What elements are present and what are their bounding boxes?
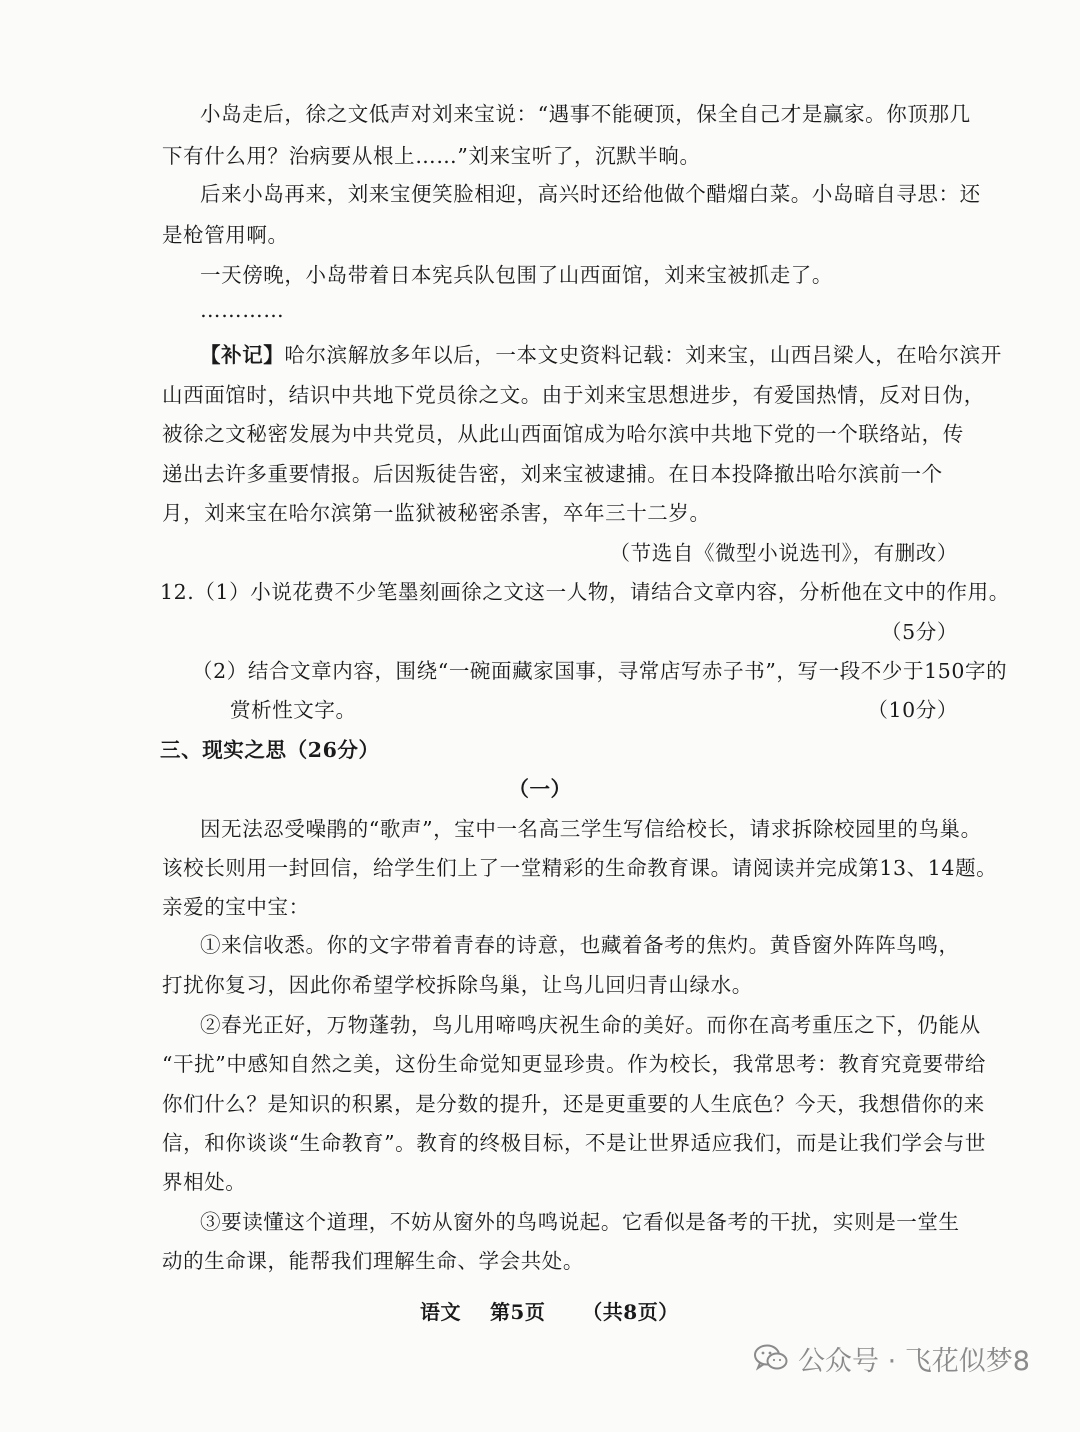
note-line: 山西面馆时，结识中共地下党员徐之文。由于刘来宝思想进步，有爱国热情，反对日伪，	[162, 383, 985, 407]
letter-line: ②春光正好，万物蓬勃，鸟儿用啼鸣庆祝生命的美好。而你在高考重压之下，仍能从	[200, 1013, 981, 1037]
watermark	[754, 1338, 1030, 1378]
story-line: 小岛走后，徐之文低声对刘来宝说：“遇事不能硬顶，保全自己才是赢家。你顶那几	[200, 102, 971, 126]
letter-line: “干扰”中感知自然之美，这份生命觉知更显珍贵。作为校长，我常思考：教育究竟要带给	[162, 1052, 986, 1076]
question-12-part1-score: （5分）	[881, 620, 958, 644]
footer-page-number: 第5页	[489, 1300, 546, 1324]
note-text: 哈尔滨解放多年以后，一本文史资料记载：刘来宝，山西吕梁人，在哈尔滨开	[284, 343, 1002, 367]
wechat-icon	[754, 1344, 788, 1372]
story-line: 一天傍晚，小岛带着日本宪兵队包围了山西面馆，刘来宝被抓走了。	[200, 263, 833, 287]
letter-line: 信，和你谈谈“生命教育”。教育的终极目标，不是让世界适应我们，而是让我们学会与世	[162, 1131, 986, 1155]
footer-total-pages: （共8页）	[582, 1300, 679, 1324]
source-citation: （节选自《微型小说选刊》，有删改）	[609, 541, 958, 565]
story-line: 后来小岛再来，刘来宝便笑脸相迎，高兴时还给他做个醋熘白菜。小岛暗自寻思：还	[200, 182, 981, 206]
letter-line: ③要读懂这个道理，不妨从窗外的鸟鸣说起。它看似是备考的干扰，实则是一堂生	[200, 1210, 960, 1234]
intro-line: 该校长则用一封回信，给学生们上了一堂精彩的生命教育课。请阅读并完成第13、14题。	[162, 856, 998, 880]
question-12-part2-score: （10分）	[867, 698, 958, 722]
letter-line: 界相处。	[162, 1170, 247, 1194]
footer-subject: 语文	[420, 1300, 461, 1324]
letter-line: 动的生命课，能帮我们理解生命、学会共处。	[162, 1249, 584, 1273]
letter-salutation: 亲爱的宝中宝：	[162, 895, 310, 919]
note-line: 月，刘来宝在哈尔滨第一监狱被秘密杀害，卒年三十二岁。	[162, 501, 711, 525]
intro-line: 因无法忍受噪鹃的“歌声”，宝中一名高三学生写信给校长，请求拆除校园里的鸟巢。	[200, 817, 982, 841]
letter-line: ①来信收悉。你的文字带着青春的诗意，也藏着备考的焦灼。黄昏窗外阵阵鸟鸣，	[200, 933, 960, 957]
story-line: 下有什么用？治病要从根上……”刘来宝听了，沉默半晌。	[162, 144, 701, 168]
letter-line: 你们什么？是知识的积累，是分数的提升，还是更重要的人生底色？今天，我想借你的来	[162, 1092, 985, 1116]
question-12-part2: 赏析性文字。	[230, 698, 357, 722]
question-12-part1: 12.（1）小说花费不少笔墨刻画徐之文这一人物，请结合文章内容，分析他在文中的作用。	[160, 580, 1010, 604]
story-line: 是枪管用啊。	[162, 223, 289, 247]
note-line	[200, 341, 1002, 369]
question-12-part2: （2）结合文章内容，围绕“一碗面藏家国事，寻常店写赤子书”，写一段不少于150字的	[192, 659, 1008, 683]
subsection-heading: （一）	[508, 777, 572, 801]
note-line: 被徐之文秘密发展为中共党员，从此山西面馆成为哈尔滨中共地下党的一个联络站，传	[162, 422, 964, 446]
watermark-text: 公众号 · 飞花似梦8	[798, 1345, 1030, 1377]
note-line: 递出去许多重要情报。后因叛徒告密，刘来宝被逮捕。在日本投降撤出哈尔滨前一个	[162, 462, 943, 486]
page-footer	[420, 1296, 679, 1325]
letter-line: 打扰你复习，因此你希望学校拆除鸟巢，让鸟儿回归青山绿水。	[162, 973, 753, 997]
note-tag: 【补记】	[200, 343, 285, 367]
section-heading: 三、现实之思（26分）	[160, 738, 380, 762]
story-ellipsis: …………	[200, 298, 285, 322]
